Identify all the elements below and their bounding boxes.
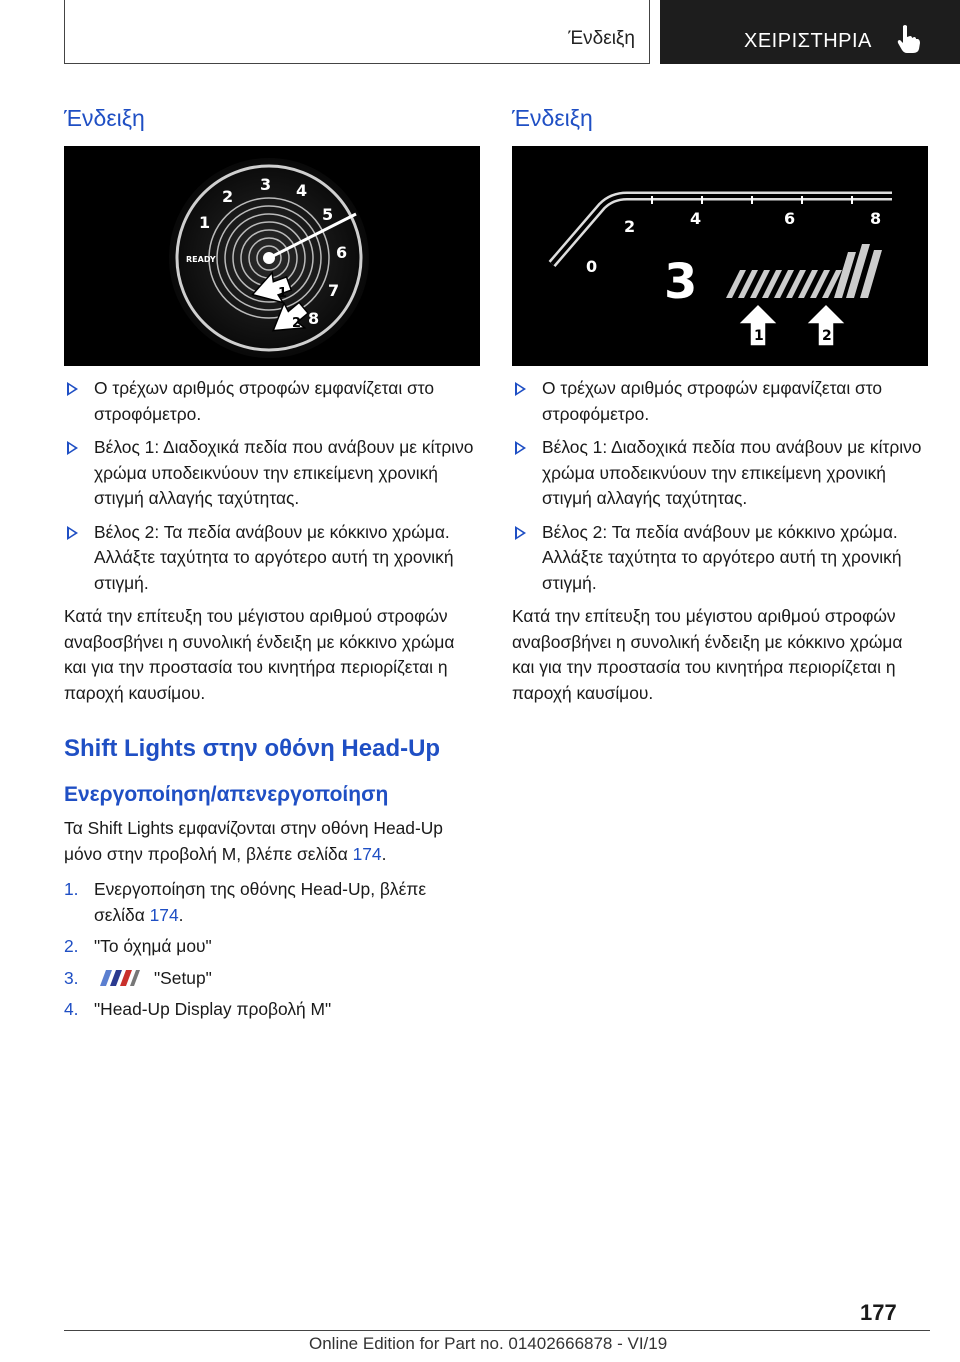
page-link[interactable]: 174 xyxy=(352,843,382,864)
step-number: 2. xyxy=(64,936,79,956)
triangle-bullet-icon xyxy=(515,382,526,396)
tick-label: 1 xyxy=(199,213,211,232)
step-number: 3. xyxy=(64,967,79,988)
step-text: "Setup" xyxy=(154,967,212,988)
m-stripes-icon xyxy=(94,970,142,986)
section-title: Ένδειξη xyxy=(64,105,145,131)
tachometer-figure xyxy=(64,146,480,366)
body-paragraph: Κατά την επίτευξη του μέγιστου αριθμού στροφών αναβοσβήνει η συνολική ένδειξη με κόκκινο χρώμα και για την προστασία του κινητήρα περιορίζεται η παροχή καυσίμου. xyxy=(64,606,455,703)
step-item xyxy=(64,966,480,992)
bullet-text: Βέλος 2: Τα πεδία ανάβουν με κόκκινο χρώμα. Αλλάξτε ταχύτητα το αργότερο αυτή τη χρονική στιγμή. xyxy=(542,521,902,593)
gear-indicator: 3 xyxy=(664,254,698,310)
intro-text: Τα Shift Lights εμφανίζονται στην οθόνη Head-Up μόνο στην προβολή M, βλέπε σελίδα xyxy=(64,818,443,864)
page-link[interactable]: 174 xyxy=(149,904,179,925)
triangle-bullet-icon xyxy=(515,526,526,540)
step-text: "Το όχημά μου" xyxy=(94,936,212,956)
ready-label: READY xyxy=(186,255,216,264)
triangle-bullet-icon xyxy=(515,441,526,455)
step-number: 1. xyxy=(64,879,79,899)
right-column xyxy=(512,100,928,706)
list-item xyxy=(512,376,928,427)
heading-shift-lights: Shift Lights στην οθόνη Head-Up xyxy=(64,735,441,762)
scale-label: 4 xyxy=(690,209,702,228)
scale-label: 8 xyxy=(870,209,882,228)
hud-illustration xyxy=(512,146,928,366)
list-item xyxy=(64,376,480,427)
tick-label: 7 xyxy=(328,281,340,300)
arrow-2-label: 2 xyxy=(822,328,832,344)
bullet-text: Βέλος 1: Διαδοχικά πεδία που ανάβουν με κίτρινο χρώμα υποδεικνύουν την επικείμενη χρονική στιγμή αλλαγής ταχύτητας. xyxy=(94,437,474,508)
header-chapter-box xyxy=(660,0,960,64)
step-item xyxy=(64,997,480,1023)
bullet-text: Βέλος 1: Διαδοχικά πεδία που ανάβουν με κίτρινο χρώμα υποδεικνύουν την επικείμενη χρονική στιγμή αλλαγής ταχύτητας. xyxy=(542,437,922,508)
body-paragraph: Κατά την επίτευξη του μέγιστου αριθμού στροφών αναβοσβήνει η συνολική ένδειξη με κόκκινο χρώμα και για την προστασία του κινητήρα περιορίζεται η παροχή καυσίμου. xyxy=(512,606,903,703)
list-item xyxy=(512,435,928,512)
intro-end: . xyxy=(381,843,387,864)
list-item xyxy=(512,520,928,597)
header-section-label: Ένδειξη xyxy=(568,28,635,49)
bullet-list xyxy=(512,376,928,596)
step-text: "Head-Up Display προβολή M" xyxy=(94,999,332,1019)
tick-label: 3 xyxy=(260,175,272,194)
page-number: 177 xyxy=(860,1300,897,1325)
left-column xyxy=(64,100,480,1029)
tick-label: 6 xyxy=(336,243,348,262)
scale-label: 2 xyxy=(624,217,636,236)
bullet-text: Ο τρέχων αριθμός στροφών εμφανίζεται στο στροφόμετρο. xyxy=(94,378,435,424)
footer-divider xyxy=(64,1330,930,1331)
step-item xyxy=(64,934,480,960)
bullet-list xyxy=(64,376,480,596)
arrow-1-label: 1 xyxy=(278,286,288,301)
heading-activation: Ενεργοποίηση/απενεργοποίηση xyxy=(64,783,389,806)
header-chapter-label: ΧΕΙΡΙΣΤΗΡΙΑ xyxy=(744,30,872,52)
hud-figure xyxy=(512,146,928,366)
header-section-box xyxy=(64,0,650,64)
arrow-1-label: 1 xyxy=(754,328,764,344)
intro-paragraph xyxy=(64,816,480,867)
step-text: Ενεργοποίηση της οθόνης Head-Up, βλέπε σελίδα xyxy=(94,879,427,925)
bullet-text: Βέλος 2: Τα πεδία ανάβουν με κόκκινο χρώμα. Αλλάξτε ταχύτητα το αργότερο αυτή τη χρονική στιγμή. xyxy=(94,521,454,593)
section-title: Ένδειξη xyxy=(512,105,593,131)
pointing-hand-icon xyxy=(896,24,922,54)
scale-label: 6 xyxy=(784,209,796,228)
tachometer-illustration xyxy=(64,146,480,366)
step-end: . xyxy=(178,904,184,925)
triangle-bullet-icon xyxy=(67,382,78,396)
tick-label: 4 xyxy=(296,181,308,200)
tick-label: 5 xyxy=(322,205,334,224)
list-item xyxy=(64,520,480,597)
triangle-bullet-icon xyxy=(67,441,78,455)
list-item xyxy=(64,435,480,512)
arrow-2-label: 2 xyxy=(292,316,302,331)
bullet-text: Ο τρέχων αριθμός στροφών εμφανίζεται στο στροφόμετρο. xyxy=(542,378,883,424)
step-number: 4. xyxy=(64,999,79,1019)
triangle-bullet-icon xyxy=(67,526,78,540)
steps-list xyxy=(64,877,480,1023)
footer-edition: Online Edition for Part no. 01402666878 - VI/19 xyxy=(309,1334,668,1353)
scale-label: 0 xyxy=(586,257,598,276)
step-item xyxy=(64,877,480,928)
tick-label: 2 xyxy=(222,187,234,206)
tick-label: 8 xyxy=(308,309,320,328)
